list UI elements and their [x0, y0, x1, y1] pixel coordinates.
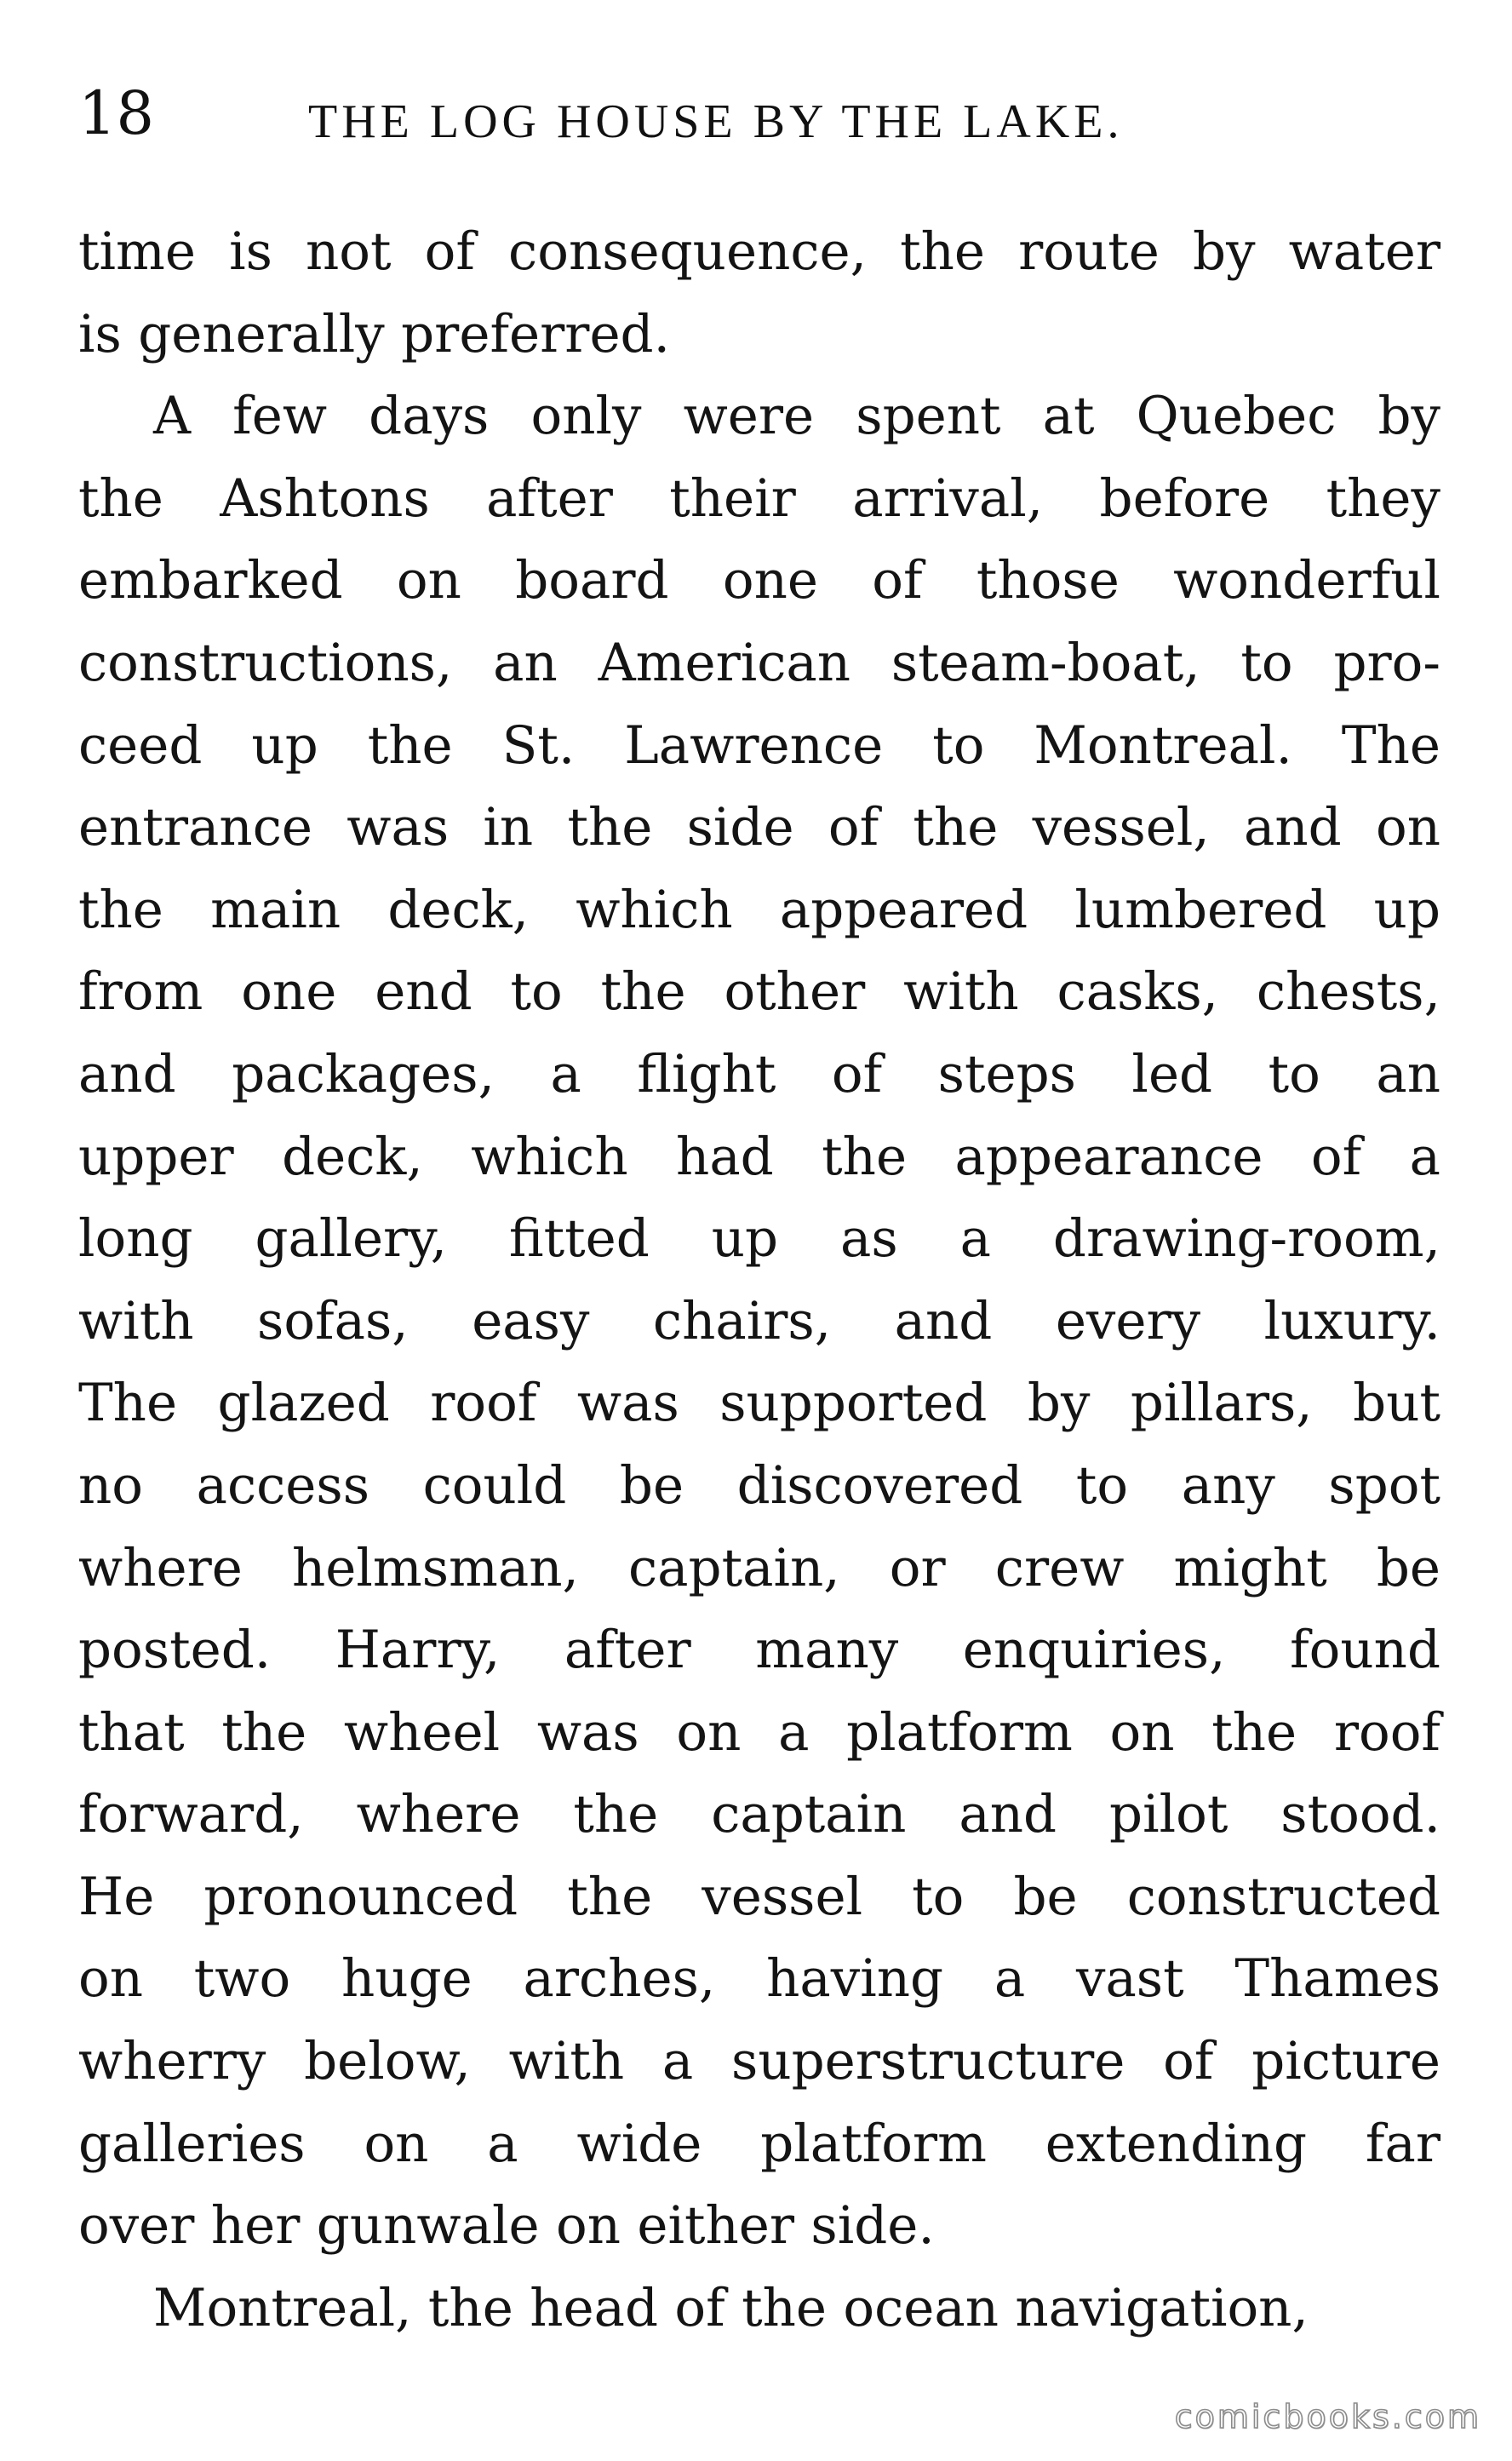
text-line: A few days only were spent at Quebec by: [153, 386, 1440, 447]
running-head: [78, 75, 1440, 152]
text-line: ceed up the St. Lawrence to Montreal. The: [78, 714, 1440, 776]
text-line: The glazed roof was supported by pillars, but: [78, 1373, 1440, 1434]
text-line: is generally preferred.: [78, 303, 670, 364]
text-line: from one end to the other with casks, chests,: [78, 961, 1440, 1023]
text-line: on two huge arches, having a vast Thames: [78, 1948, 1440, 2010]
text-line: posted. Harry, after many enquiries, found: [78, 1620, 1440, 1681]
text-line: that the wheel was on a platform on the roof: [78, 1701, 1440, 1763]
text-line: forward, where the captain and pilot stood.: [78, 1784, 1440, 1845]
watermark: comicbooks.com: [1174, 2398, 1481, 2435]
text-line: no access could be discovered to any spot: [78, 1454, 1440, 1516]
running-title: THE LOG HOUSE BY THE LAKE.: [308, 95, 1124, 148]
text-line: Montreal, the head of the ocean navigation,: [153, 2277, 1309, 2338]
text-line: time is not of consequence, the route by water: [78, 221, 1440, 282]
text-line: the main deck, which appeared lumbered up: [78, 879, 1440, 940]
body-text: [78, 211, 1440, 2349]
text-line: long gallery, fitted up as a drawing-room,: [78, 1208, 1440, 1270]
text-line: wherry below, with a superstructure of picture: [78, 2031, 1440, 2092]
text-line: embarked on board one of those wonderful: [78, 550, 1440, 611]
text-line: entrance was in the side of the vessel, and on: [78, 797, 1440, 858]
page-number: 18: [78, 78, 155, 148]
text-line: with sofas, easy chairs, and every luxury.: [78, 1290, 1440, 1351]
text-line: constructions, an American steam-boat, to pro-: [78, 632, 1440, 693]
text-line: galleries on a wide platform extending far: [78, 2113, 1440, 2174]
text-line: over her gunwale on either side.: [78, 2195, 935, 2257]
text-line: upper deck, which had the appearance of a: [78, 1126, 1440, 1187]
text-line: where helmsman, captain, or crew might be: [78, 1537, 1440, 1598]
text-line: He pronounced the vessel to be constructed: [78, 1866, 1440, 1927]
text-line: the Ashtons after their arrival, before they: [78, 468, 1440, 529]
text-line: and packages, a flight of steps led to an: [78, 1043, 1440, 1104]
